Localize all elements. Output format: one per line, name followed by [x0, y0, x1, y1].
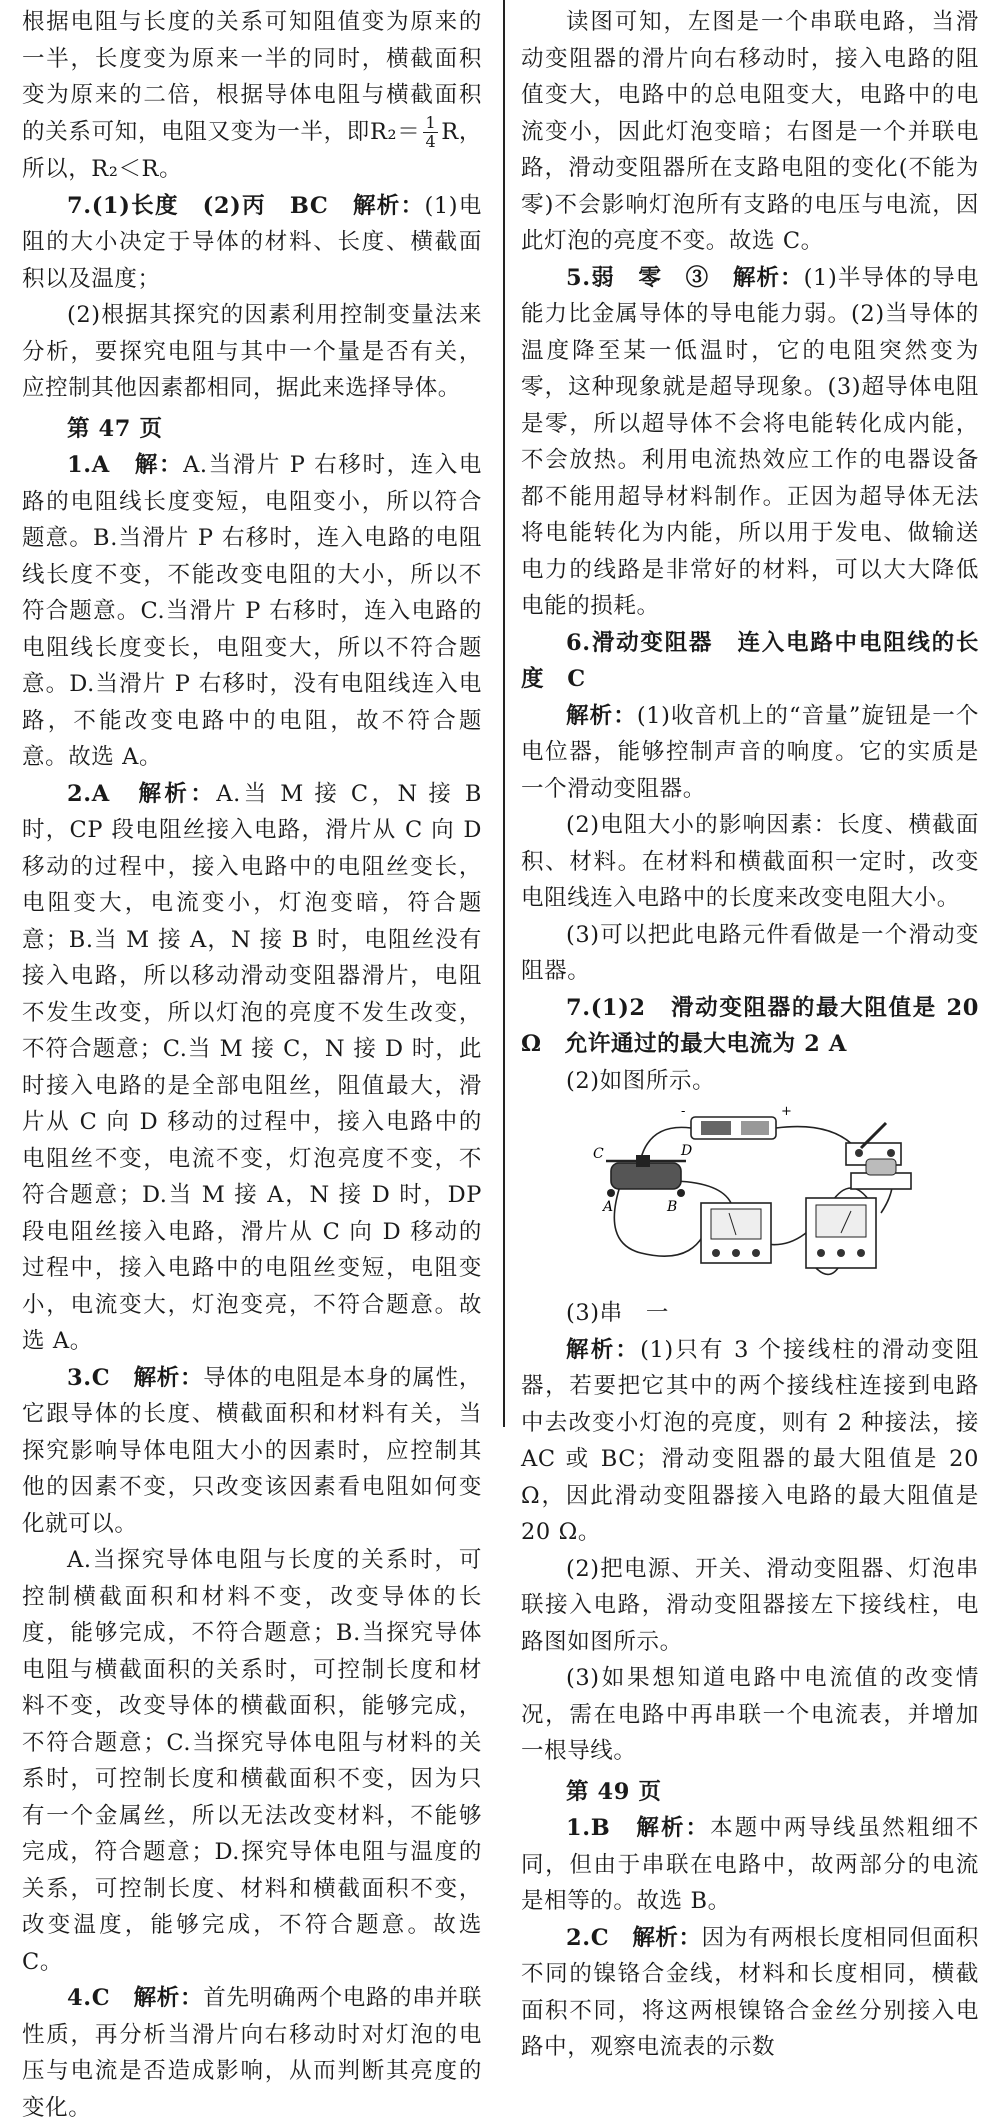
- terminal-b-label: B: [667, 1199, 678, 1215]
- paragraph: (3)可以把此电路元件看做是一个滑动变阻器。: [521, 921, 979, 984]
- paragraph: (2)根据其探究的因素利用控制变量法来分析，要探究电阻与其中一个量是否有关，应控制其他因素都相同，据此来选择导体。: [22, 302, 482, 401]
- answer-1: 1.B 解析：本题中两导线虽然粗细不同，但由于串联在电路中，故两部分的电流是相等的。故选 B。: [521, 1815, 979, 1914]
- right-column: [521, 0, 979, 2066]
- fraction: $\frac{1}{4}$: [425, 113, 437, 151]
- answer-5: 5.弱 零 ③ 解析：(1)半导体的导电能力比金属导体的导电能力弱。(2)当导体的温度降至某一低温时，它的电阻突然变为零，这种现象就是超导现象。(3)超导体电阻是零，所以超导体不会将电能转化成内能，不会放热。利用电流热效应工作的电器设备都不能用超导材料制作。正因为超导体无法将电能转化为内能，所以用于发电、做输送电力的线路是非常好的材料，可以大大降低电能的损耗。: [521, 264, 979, 619]
- battery-plus-label: +: [781, 1104, 793, 1119]
- wire: [776, 1127, 856, 1148]
- paragraph: (2)如图所示。: [566, 1067, 716, 1094]
- answer-7: 7.(1)2 滑动变阻器的最大阻值是 20 Ω 允许通过的最大电流为 2 A: [521, 994, 979, 1057]
- column-divider: [503, 0, 505, 1427]
- formula: R₂＝ $\frac{1}{4}$ R，所以，R₂＜R。: [22, 113, 482, 182]
- answer-7: 7.(1)长度 (2)丙 BC 解析：(1)电阻的大小决定于导体的材料、长度、横截面积以及温度；: [22, 192, 482, 292]
- answer-3: 3.C 解析：导体的电阻是本身的属性，它跟导体的长度、横截面积和材料有关，当探究影响导体电阻大小的因素时，应控制其他的因素不变，只改变该因素看电阻如何变化就可以。: [22, 1364, 482, 1537]
- answer-2: 2.C 解析：因为有两根长度相同但面积不同的镍铬合金线，材料和长度相同，横截面积不同，将这两根镍铬合金丝分别接入电路中，观察电流表的示数: [521, 1924, 979, 2060]
- answer-6: 6.滑动变阻器 连入电路中电阻线的长度 C: [521, 629, 979, 692]
- answer-4: 4.C 解析：首先明确两个电路的串并联性质，再分析当滑片向右移动时对灯泡的电压与电流是否造成影响，从而判断其亮度的变化。: [22, 1985, 482, 2121]
- answer-2: 2.A 解析：A.当 M 接 C，N 接 B 时，CP 段电阻丝接入电路，滑片从 C 向 D 移动的过程中，接入电路中的电阻丝变长，电阻变大，电流变小，灯泡变暗，符合题意；B.当 M 接 A，N 接 B 时，电阻丝没有接入电路，所以移动滑动变阻器滑片，电阻不发生改变，所以灯泡的亮度不发生改变，不符合题意；C.当 M 接 C，N 接 D 时，此时接入电路的是全部电阻丝，阻值最大，滑片从 C 向 D 移动的过程中，接入电路中的电阻丝不变，电流不变，灯泡亮度不变，不符合题意；D.当 M 接 A，N 接 D 时，DP 段电阻丝接入电路，滑片从 C 向 D 移动的过程中，接入电路中的电阻丝变短，电阻变小，电流变大，灯泡变亮，不符合题意。故选 A。: [22, 780, 482, 1354]
- circuit-diagram: [581, 1103, 941, 1293]
- wire: [614, 1183, 711, 1256]
- terminal-d-label: D: [681, 1143, 693, 1159]
- paragraph: (3)串 一: [566, 1300, 669, 1326]
- terminal-c-label: C: [593, 1146, 605, 1162]
- meter-icon: [701, 1203, 771, 1263]
- answer-1: 1.A 解：A.当滑片 P 右移时，连入电路的电阻线长度变短，电阻变小，所以符合题意。B.当滑片 P 右移时，连入电路的电阻线长度不变，不能改变电阻的大小，所以不符合题意。C.当滑片 P 右移时，连入电路的电阻线长度变长，电阻变大，所以不符合题意。D.当滑片 P 右移时，没有电阻线连入电路，不能改变电路中的电阻，故不符合题意。故选 A。: [22, 452, 482, 770]
- page-heading: 第 49 页: [566, 1778, 662, 1805]
- paragraph: 解析：(1)只有 3 个接线柱的滑动变阻器，若要把它其中的两个接线柱连接到电路中去改变小灯泡的亮度，则有 2 种接法，接 AC 或 BC；滑动变阻器的最大阻值是 20 Ω，因此滑动变阻器接入电路的最大阻值是 20 Ω。: [521, 1336, 979, 1545]
- paragraph: 解析：(1)收音机上的“音量”旋钮是一个电位器，能够控制声音的响度。它的实质是一个滑动变阻器。: [521, 702, 979, 802]
- terminal-a-label: A: [603, 1199, 614, 1215]
- paragraph: 根据电阻与长度的关系可知阻值变为原来的一半，长度变为原来一半的同时，横截面积变为原来的二倍，根据导体电阻与横截面积的关系可知，电阻又变为一半，即R₂＝ $\frac{1}{4}$ R，所以，R₂＜R。: [22, 9, 482, 182]
- left-column: [22, 0, 482, 2126]
- page-heading: 第 47 页: [67, 415, 163, 442]
- paragraph: (2)电阻大小的影响因素：长度、横截面积、材料。在材料和横截面积一定时，改变电阻线连入电路中的长度来改变电阻大小。: [521, 812, 979, 911]
- paragraph: (3)如果想知道电路中电流值的改变情况，需在电路中再串联一个电流表，并增加一根导线。: [521, 1665, 979, 1764]
- paragraph: (2)把电源、开关、滑动变阻器、灯泡串联接入电路，滑动变阻器接左下接线柱，电路图如图所示。: [521, 1555, 979, 1655]
- paragraph: A.当探究导体电阻与长度的关系时，可控制横截面积和材料不变，改变导体的长度，能够完成，不符合题意；B.当探究导体电阻与横截面积的关系时，可控制长度和材料不变，改变导体的横截面积，能够完成，不符合题意；C.当探究导体电阻与材料的关系时，可控制长度和横截面积不变，因为只有一个金属丝，所以无法改变材料，不能够完成，符合题意；D.探究导体电阻与温度的关系，可控制长度、材料和横截面积不变，改变温度，能够完成，不符合题意。故选 C。: [22, 1547, 482, 1975]
- battery-icon: [691, 1117, 776, 1139]
- meter-icon: [806, 1198, 876, 1268]
- circuit-figure: [521, 1103, 979, 1293]
- battery-minus-label: -: [681, 1104, 686, 1119]
- paragraph: 读图可知，左图是一个串联电路，当滑动变阻器的滑片向右移动时，接入电路的阻值变大，电路中的总电阻变大，电路中的电流变小，因此灯泡变暗；右图是一个并联电路，滑动变阻器所在支路电阻的变化(不能为零)不会影响灯泡所有支路的电压与电流，因此灯泡的亮度不变。故选 C。: [521, 9, 979, 254]
